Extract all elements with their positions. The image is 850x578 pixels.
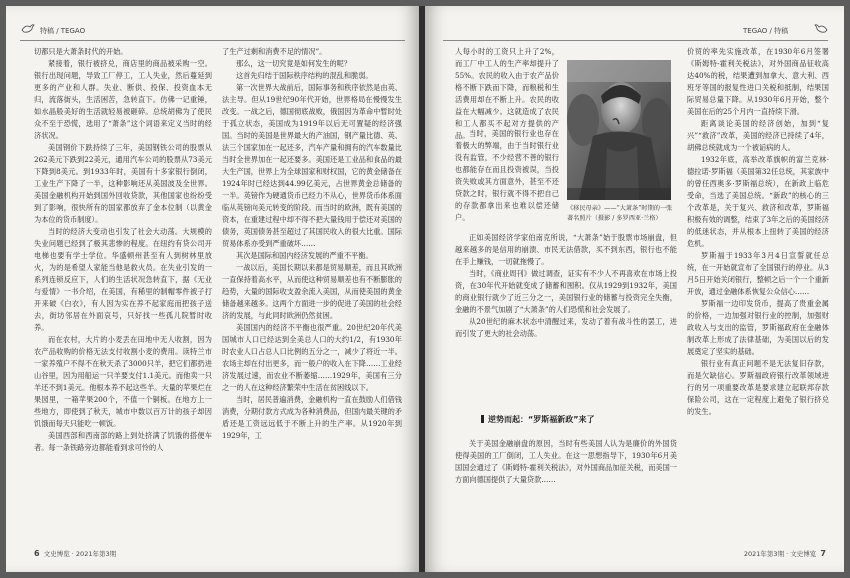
paragraph: 当时，美国的银行业也存在着极大的弊端，由于当时银行业没有监管，不少经营不善的银行也都能存在而且投资被误，当投资失败或其方面意外，甚至不还贷款之时，银行就不得不把自己的存款都拿出来也难以偿还储户。: [455, 129, 559, 222]
left-page-header: 特稿 / TEGAO: [40, 27, 86, 35]
footer-text: 2021年第3期 · 文史博览: [743, 550, 817, 558]
paragraph: 罗斯福一边印发货币，提高了贵重金属的价格，一边加强对银行业的控制，加强财政收入与支出的监管，罗斯福政府在金融体制改革上形成了法律基础，为美国以后的发展奠定了坚实的基础。: [687, 299, 829, 356]
paragraph: 美国钢价下跌持续了三年，美国钢铁公司的股票从262美元下跌到22美元，通用汽车公司的股票从73美元下降到8美元。到1933年时，美国有十多家银行倒闭，工业生产下降了一半，这种影响还从美国波及全世界。美国金融机构开始到国外回收贷款，其他国家也纷纷受到了影响，很快所有的国家都放弃了金本位制（以黄金为本位的货币制度）。: [34, 143, 212, 224]
bird-ornament-icon: [813, 20, 829, 36]
paragraph: 从20世纪的麻木状态中清醒过来，发动了着有战斗性的罢工，进而引发了更大的社会动荡。: [455, 317, 677, 338]
paragraph: 美国国内的经济不平衡也很严重。20世纪20年代美国城市人口已经达到全美总人口的大约1/2，有1930年时农业人口占总人口比例的五分之一，减少了将近一半。农场主却在付出更多，而一般户的收入在下降……工业经济发展过速，而农业不断萎缩……1929年，美国有三分之一的人在这种经济繁荣中生活在贫困线以下。: [222, 323, 402, 392]
paragraph: 第一次世界大战前后，国际事务和秩序依然是由英、法主导。但从19世纪90年代开始，世界格局在慢慢发生改变。一战之后，德国彻底战败，俄国因为革命中暂时处于孤立状态，美国成为1919年以后无可置疑的经济强国。当时的美国是世界最大的产油国，钢产量比德、英、法三个国家加在一起还多，汽车产量和拥有的汽车数量比当时全世界加在一起还要多。美国还是工业品和食品的最大生产国，世界上为全球国家和财权国，它的黄金储备在1924年时已经达到44.99亿美元，占世界黄金总储备的一半。英镑作为硬通货币已经力不从心，世界货币体系面临从英镑向美元转变的阶段。而当时的欧洲，既有美国的资本，在重建过程中却不得不把大量钱用于偿还对美国的债务，英国债务甚至超过了其国民收入的很大比重。国际贸易体系亦受到严重破坏……: [222, 83, 402, 248]
right-column-1-mid: [455, 128, 559, 224]
paragraph: 紧接着，银行被挤兑，商店里的商品被采购一空。银行出现问题，导致工厂停工，工人失业，然后蔓延到更多的产业和人群。失业、断供、投保、投资血本无归，流落街头，生活困苦，急转直下。仿佛一记重锤，如水晶般美好的生活就轻易被砸碎。总统胡佛为了使民众不至于恐慌，选用了“萧条”这个词语来定义当时的经济状况。: [34, 59, 212, 140]
page-number: 6: [34, 549, 40, 558]
paragraph: 罗斯福于1933年3月4日宣誓就任总统，在一开始就宣布了全国银行的停业。从3月5日开始关闭银行，整顿之后一个一个重新开放，通过金融体系恢复公众信心……: [687, 251, 829, 296]
footer-text: 文史博览 · 2021年第3期: [43, 550, 117, 558]
paragraph: 切都只是大萧条时代的开始。: [34, 47, 128, 56]
section-bar: [481, 415, 484, 423]
paragraph: 这首先归结于国际秩序结构的混乱和脆弱。: [236, 71, 373, 80]
photo-caption: 《移民母亲》——“大萧条”时期的一张著名照片（摄影 / 多罗西亚·兰格）: [567, 205, 673, 222]
paragraph: 银行业有真正问题不是无法复旧存款，而是欠缺信心。罗斯福政府银行改革领域进行的另一项重要改革是要求建立起联邦存款保险公司，这在一定程度上避免了银行挤兑的发生。: [687, 359, 829, 416]
right-page: [425, 6, 844, 572]
paragraph: 美国西部和西南部的路上到处挤满了饥饿的搭便车者。每一条铁路旁边都能看到求可怜的人: [34, 431, 212, 452]
photo-image: [567, 60, 671, 200]
bird-ornament-icon: [20, 20, 36, 36]
section-heading: [481, 414, 595, 425]
section-title: 逆势而起：“罗斯福新政”来了: [488, 415, 595, 424]
right-footer: [744, 549, 826, 558]
paragraph: 一战以后，美国长期以来都是贸易顺差，而且其欧洲一直保持着高水平，从而使这种贸易顺差也有不断膨胀的趋势，大量的国际收支盈余流入美国，从而使美国的黄金储备越来越多。这两个方面进一步的促进了美国的社会经济的发展，与此同时欧洲仍然贫困。: [222, 263, 402, 320]
paragraph: 当时，《商业周刊》做过调查，证实有不少人不再喜欢在市场上投资，在30年代开始就变成了储蓄和囤积。仅从1929到1932年，美国的商业银行就少了近三分之一，美国银行业的储蓄与投资完全失衡，金融的不景气加剧了“大萧条”的人们恐慌和社会发展了。: [455, 269, 677, 314]
left-footer: [34, 549, 116, 558]
paragraph: 距离谈论美国的经济创始，加到“复兴”“救济”改革，美国的经济已持续了4年，胡佛总统就成为一个被诟病的人。: [687, 119, 829, 152]
left-column-2: [222, 46, 402, 442]
left-page: [6, 6, 419, 572]
paragraph: 当时的经济大变动也引发了社会大动荡。大规模的失业问题已经到了极其悲惨的程度。在纽约有贷公司开电梯也要有学士学位。华盛顿州甚至有人到树林里放火，为的是希望人家能当他是救火员。在失业引发的一系列连锁反应下，人们的生活状况急转直下，据《无业与爱情》一书介绍，在美国，有稀里的制帽零件被子打开来破《白衣》，有人因为实在养不起家庭而把孩子送去，街坊邻居在外面哀号，只好找一些孤儿院暂时收养。: [34, 227, 212, 332]
right-page-header: TEGAO / 特稿: [743, 27, 789, 35]
paragraph: 正如美国经济学家伯南克所说，“大萧条”始于股票市场崩盘，但越来越多的是信用的崩溃、市民无法借款，买不到东西，银行也不能在手上赚钱，一切就拖慢了。: [455, 233, 677, 266]
paragraph: 人每小时的工资只上升了2%，而工厂中工人的生产率却提升了55%。农民的收入由于农产品价格不断下跌而下降，而粮税和生活费用却在不断上升。农民的收益在大幅减少。这就造成了农民和工人都买不起对方提供的产品。: [455, 47, 559, 140]
right-column-1-bottom: [455, 438, 677, 486]
header-rule: [20, 40, 405, 41]
paragraph: 1932年底，高举改革旗帜的富兰克林·德拉诺·罗斯福（美国第32任总统，其家族中的曾任西奥多·罗斯福总统），在新政上临危受命，当选了美国总统。“新政”的核心的三个改革是，关于复兴、救济和改革，罗斯福积极有效的调整，结束了3年之后的美国经济的低迷状态，并从根本上扭转了美国的经济危机。: [687, 155, 829, 248]
right-column-1-lower: [455, 232, 677, 340]
paragraph: 当时，居民普遍消费，金融机构一直在鼓励人们借钱消费，分期付款方式成为各种消费品，但国内最关键的矛盾还是工资远远低于不断上升的生产率。从1920年到1929年，工: [222, 395, 402, 440]
paragraph: 了生产过剩和消费不足的情况”。: [222, 47, 327, 56]
header-rule: [443, 40, 828, 41]
right-column-2: [687, 46, 829, 418]
paragraph: 其次是国际和国内经济发展的严重不平衡。: [236, 251, 373, 260]
paragraph: 那么，这一切究竟是如何发生的呢？: [236, 59, 352, 68]
paragraph: 价贸的率先实施改革，在1930年6月签署《斯姆特-霍利关税法》，对外国商品征收高达40%的税，结果遭到加拿大、意大利、西班牙等国的报复性进口关税和抵制，结果国际贸易总量下降。从1930年6月开始，整个美国在后的25个月内一直持续下滑。: [687, 47, 829, 116]
page-number: 7: [820, 549, 826, 558]
paragraph: 而在农村，大片的小麦丢在田地中无人收割，因为农产品收购的价格无法支付收割小麦的费用。读特兰市一家养殖户不得不在秋天杀了3000只羊，把它们都扔进山谷里，因为用船运一只羊要支付1.1美元。而他卖一只羊还不到1美元。他根本养不起这些羊。大量的苹果烂在果园里，一箱苹果200个，不值一个铜板。在地方上一些地方，即使到了秋天，城市中数以百万计的孩子却因饥饿而每天只能吃一顿饭。: [34, 335, 212, 428]
paragraph: 关于美国金融崩盘的原因，当时有些美国人认为是廉价的外国货使得美国的工厂倒闭，工人失业。在这一思想指导下，1930年6月美国国会通过了《斯姆特-霍利关税法》，对外国商品加征关税，而美国一方面向德国提供了大量贷款……: [455, 439, 677, 484]
migrant-mother-photo: [567, 60, 671, 200]
left-column-1: [34, 46, 212, 454]
